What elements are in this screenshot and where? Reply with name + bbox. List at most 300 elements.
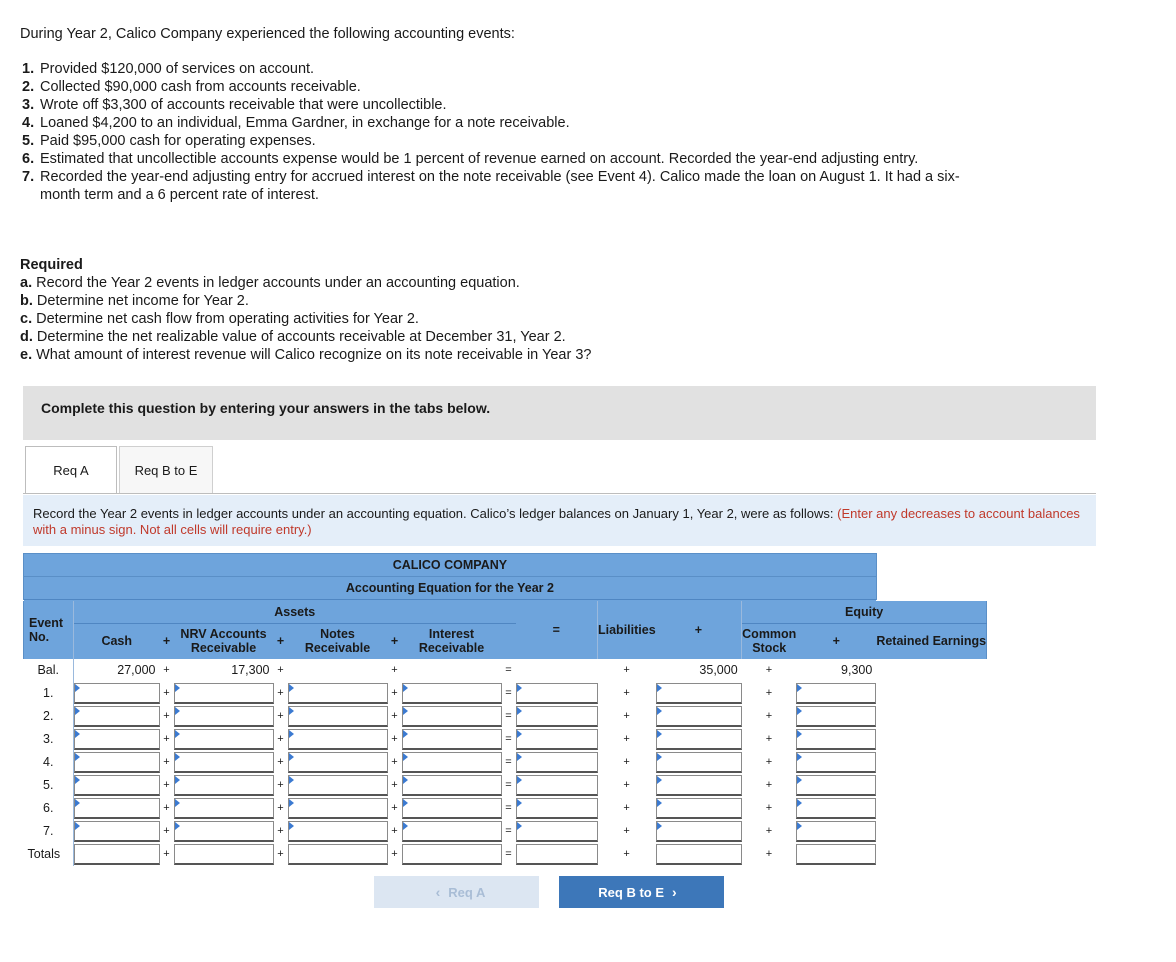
cell-flag-icon bbox=[797, 799, 802, 807]
cell-flag-icon bbox=[75, 730, 80, 738]
row-label: 7. bbox=[24, 820, 74, 843]
plus-sign: + bbox=[163, 733, 170, 745]
plus-sign: + bbox=[765, 664, 773, 676]
required-item bbox=[20, 274, 591, 292]
plus-sign: + bbox=[277, 848, 284, 860]
cell-flag-icon bbox=[517, 707, 522, 715]
cell-flag-icon bbox=[175, 799, 180, 807]
cell-flag-icon bbox=[517, 799, 522, 807]
notes-input-box[interactable] bbox=[288, 752, 388, 773]
cell-flag-icon bbox=[403, 753, 408, 761]
cell-flag-icon bbox=[403, 684, 408, 692]
common-input[interactable] bbox=[656, 820, 742, 843]
required-heading: Required bbox=[20, 257, 83, 273]
prev-req-a-button[interactable] bbox=[374, 876, 539, 908]
cell-flag-icon bbox=[175, 822, 180, 830]
liabilities-input-box[interactable] bbox=[516, 821, 598, 842]
cash-input-box[interactable] bbox=[74, 752, 160, 773]
required-text: Determine the net realizable value of accounts receivable at December 31, Year 2. bbox=[36, 329, 566, 345]
liabilities-input-box[interactable] bbox=[516, 706, 598, 727]
nrv-input[interactable] bbox=[174, 797, 274, 820]
cell-flag-icon bbox=[797, 776, 802, 784]
event-text: Loaned $4,200 to an individual, Emma Gardner, in exchange for a note receivable. bbox=[40, 115, 570, 131]
equity-header: Equity bbox=[742, 601, 987, 624]
events-list bbox=[22, 60, 972, 204]
nrv-input-box[interactable] bbox=[174, 821, 274, 842]
retained-input[interactable] bbox=[796, 797, 876, 820]
event-row bbox=[24, 728, 987, 751]
retained-input[interactable] bbox=[796, 751, 876, 774]
plus-sign: + bbox=[623, 710, 630, 722]
interest-input-box[interactable] bbox=[402, 844, 502, 865]
required-text: What amount of interest revenue will Calico recognize on its note receivable in Year 3? bbox=[36, 347, 592, 363]
cell-flag-icon bbox=[517, 776, 522, 784]
plus-sign: + bbox=[163, 825, 170, 837]
common-input-box[interactable] bbox=[656, 844, 742, 865]
row-label: Totals bbox=[24, 843, 74, 866]
cash-input[interactable] bbox=[74, 705, 160, 728]
interest-input-box[interactable] bbox=[402, 775, 502, 796]
liabilities-balance bbox=[516, 659, 598, 682]
liabilities-input-box[interactable] bbox=[516, 844, 598, 865]
retained-input[interactable] bbox=[796, 728, 876, 751]
cell-flag-icon bbox=[289, 776, 294, 784]
next-button-label: Req B to E bbox=[598, 884, 665, 900]
common-input-box[interactable] bbox=[656, 706, 742, 727]
notes-input[interactable] bbox=[288, 682, 388, 705]
notes-input-box[interactable] bbox=[288, 798, 388, 819]
cash-input-box[interactable] bbox=[74, 775, 160, 796]
tab-bar bbox=[25, 446, 213, 494]
plus-sign: + bbox=[277, 779, 284, 791]
equals-sign: = bbox=[505, 733, 512, 745]
plus-sign: + bbox=[274, 624, 288, 659]
cell-flag-icon bbox=[657, 822, 662, 830]
row-label: 6. bbox=[24, 797, 74, 820]
plus-sign: + bbox=[623, 756, 630, 768]
tab-divider bbox=[23, 493, 1096, 494]
event-item bbox=[22, 150, 972, 168]
nrv-input[interactable] bbox=[174, 820, 274, 843]
common-input[interactable] bbox=[656, 728, 742, 751]
event-number: 3. bbox=[22, 97, 35, 113]
interest-receivable-header: Interest Receivable bbox=[402, 624, 502, 659]
cell-flag-icon bbox=[289, 799, 294, 807]
liabilities-input-box[interactable] bbox=[516, 752, 598, 773]
liabilities-input-box[interactable] bbox=[516, 683, 598, 704]
equals-sign: = bbox=[505, 779, 512, 791]
required-item bbox=[20, 292, 591, 310]
notes-input-box[interactable] bbox=[288, 821, 388, 842]
plus-sign: + bbox=[388, 624, 402, 659]
liabilities-input-box[interactable] bbox=[516, 729, 598, 750]
nrv-input-box[interactable] bbox=[174, 729, 274, 750]
event-row bbox=[24, 751, 987, 774]
plus-sign: + bbox=[765, 825, 773, 837]
nrv-input[interactable] bbox=[174, 751, 274, 774]
liabilities-input-box[interactable] bbox=[516, 775, 598, 796]
plus-sign: + bbox=[160, 624, 174, 659]
nrv-input-box[interactable] bbox=[174, 775, 274, 796]
event-row bbox=[24, 820, 987, 843]
cell-flag-icon bbox=[75, 799, 80, 807]
plus-sign: + bbox=[656, 601, 742, 659]
cell-flag-icon bbox=[797, 730, 802, 738]
retained-input-box[interactable] bbox=[796, 821, 876, 842]
event-text: Recorded the year-end adjusting entry for accrued interest on the note receivable (see Event 4). Calico made the loan on August 1. It had a six-month term and a 6 percent rate of interest. bbox=[40, 169, 960, 203]
plus-sign: + bbox=[391, 733, 398, 745]
event-number: 1. bbox=[22, 61, 35, 77]
interest-input[interactable] bbox=[402, 774, 502, 797]
nrv-header: NRV Accounts Receivable bbox=[174, 624, 274, 659]
cell-flag-icon bbox=[175, 730, 180, 738]
event-text: Paid $95,000 cash for operating expenses. bbox=[40, 133, 316, 149]
event-item bbox=[22, 132, 972, 150]
required-text: Determine net cash flow from operating activities for Year 2. bbox=[36, 311, 419, 327]
event-row bbox=[24, 705, 987, 728]
plus-sign bbox=[502, 624, 516, 659]
cell-flag-icon bbox=[517, 822, 522, 830]
common-input[interactable] bbox=[656, 682, 742, 705]
cell-flag-icon bbox=[289, 684, 294, 692]
tab-req-b-to-e[interactable]: Req B to E bbox=[119, 446, 213, 493]
liabilities-input[interactable] bbox=[516, 728, 598, 751]
nrv-input-box[interactable] bbox=[174, 844, 274, 865]
plus-sign: + bbox=[391, 802, 398, 814]
common-input-box[interactable] bbox=[656, 752, 742, 773]
required-section bbox=[20, 256, 591, 364]
cash-input-box[interactable] bbox=[74, 706, 160, 727]
cell-flag-icon bbox=[517, 730, 522, 738]
interest-input-box[interactable] bbox=[402, 752, 502, 773]
retained-input[interactable] bbox=[796, 682, 876, 705]
cell-flag-icon bbox=[75, 753, 80, 761]
common-input-box[interactable] bbox=[656, 683, 742, 704]
required-letter: a. bbox=[20, 275, 33, 291]
event-row bbox=[24, 797, 987, 820]
common-input[interactable] bbox=[656, 843, 742, 866]
retained-input-box[interactable] bbox=[796, 752, 876, 773]
plus-sign: + bbox=[796, 624, 876, 659]
retained-input-box[interactable] bbox=[796, 844, 876, 865]
liabilities-input[interactable] bbox=[516, 774, 598, 797]
cell-flag-icon bbox=[657, 799, 662, 807]
instructions-note: (Enter any decreases to account balances with a minus sign. Not all cells will require entry.) bbox=[33, 506, 1080, 537]
cell-flag-icon bbox=[289, 730, 294, 738]
event-number: 5. bbox=[22, 133, 35, 149]
liabilities-input[interactable] bbox=[516, 820, 598, 843]
event-no-header: Event No. bbox=[24, 601, 74, 659]
event-item bbox=[22, 78, 972, 96]
notes-receivable-header: Notes Receivable bbox=[288, 624, 388, 659]
liabilities-input[interactable] bbox=[516, 751, 598, 774]
plus-sign: + bbox=[391, 756, 398, 768]
cash-input-box[interactable] bbox=[74, 798, 160, 819]
plus-sign: + bbox=[391, 848, 398, 860]
nrv-input[interactable] bbox=[174, 728, 274, 751]
tab-req-a[interactable]: Req A bbox=[25, 446, 117, 494]
plus-sign: + bbox=[277, 756, 284, 768]
cash-input[interactable] bbox=[74, 843, 160, 866]
row-label: Bal. bbox=[24, 659, 74, 682]
row-label: 4. bbox=[24, 751, 74, 774]
notes-input[interactable] bbox=[288, 774, 388, 797]
interest-input-box[interactable] bbox=[402, 706, 502, 727]
plus-sign: + bbox=[391, 687, 398, 699]
retained-earnings-header: Retained Earnings bbox=[876, 624, 986, 659]
plus-sign: + bbox=[163, 664, 170, 676]
cash-input[interactable] bbox=[74, 774, 160, 797]
notes-input[interactable] bbox=[288, 728, 388, 751]
nrv-input-box[interactable] bbox=[174, 798, 274, 819]
notes-balance bbox=[288, 659, 388, 682]
common-input[interactable] bbox=[656, 797, 742, 820]
cash-input[interactable] bbox=[74, 820, 160, 843]
cash-input[interactable] bbox=[74, 797, 160, 820]
liabilities-input-box[interactable] bbox=[516, 798, 598, 819]
plus-sign: + bbox=[277, 687, 284, 699]
plus-sign: + bbox=[391, 664, 398, 676]
liabilities-input[interactable] bbox=[516, 682, 598, 705]
interest-input[interactable] bbox=[402, 843, 502, 866]
cell-flag-icon bbox=[289, 707, 294, 715]
table-subtitle: Accounting Equation for the Year 2 bbox=[24, 577, 877, 600]
event-item bbox=[22, 96, 972, 114]
event-item bbox=[22, 114, 972, 132]
chevron-right-icon: › bbox=[672, 884, 677, 900]
required-text: Determine net income for Year 2. bbox=[36, 293, 249, 309]
cell-flag-icon bbox=[403, 799, 408, 807]
cell-flag-icon bbox=[289, 822, 294, 830]
nrv-balance: 17,300 bbox=[231, 663, 270, 677]
retained-input-box[interactable] bbox=[796, 683, 876, 704]
cash-balance: 27,000 bbox=[117, 663, 156, 677]
cell-flag-icon bbox=[175, 707, 180, 715]
row-label: 3. bbox=[24, 728, 74, 751]
event-text: Provided $120,000 of services on account. bbox=[40, 61, 315, 77]
cash-input[interactable] bbox=[74, 682, 160, 705]
plus-sign: + bbox=[163, 848, 170, 860]
row-label: 2. bbox=[24, 705, 74, 728]
common-input-box[interactable] bbox=[656, 729, 742, 750]
nrv-input[interactable] bbox=[174, 682, 274, 705]
cell-flag-icon bbox=[403, 822, 408, 830]
notes-input-box[interactable] bbox=[288, 729, 388, 750]
plus-sign: + bbox=[277, 733, 284, 745]
cell-flag-icon bbox=[289, 753, 294, 761]
cash-input[interactable] bbox=[74, 751, 160, 774]
common-input-box[interactable] bbox=[656, 798, 742, 819]
plus-sign: + bbox=[623, 825, 630, 837]
notes-input[interactable] bbox=[288, 843, 388, 866]
event-row bbox=[24, 682, 987, 705]
event-number: 4. bbox=[22, 115, 35, 131]
interest-input-box[interactable] bbox=[402, 683, 502, 704]
common-stock-balance: 35,000 bbox=[699, 663, 738, 677]
plus-sign: + bbox=[391, 825, 398, 837]
event-number: 6. bbox=[22, 151, 35, 167]
retained-input-box[interactable] bbox=[796, 729, 876, 750]
required-letter: b. bbox=[20, 293, 33, 309]
event-item bbox=[22, 60, 972, 78]
assets-header: Assets bbox=[74, 601, 516, 624]
cell-flag-icon bbox=[797, 684, 802, 692]
equals-sign: = bbox=[505, 802, 512, 814]
event-text: Collected $90,000 cash from accounts receivable. bbox=[40, 79, 361, 95]
cash-input-box[interactable] bbox=[74, 821, 160, 842]
equals-sign: = bbox=[505, 710, 512, 722]
tab-instructions bbox=[23, 495, 1096, 546]
plus-sign: + bbox=[277, 710, 284, 722]
interest-input[interactable] bbox=[402, 705, 502, 728]
cell-flag-icon bbox=[657, 776, 662, 784]
retained-input-box[interactable] bbox=[796, 706, 876, 727]
intro-text: During Year 2, Calico Company experienced the following accounting events: bbox=[20, 26, 515, 42]
cell-flag-icon bbox=[517, 753, 522, 761]
plus-sign: + bbox=[765, 733, 773, 745]
common-stock-header: Common Stock bbox=[742, 624, 797, 659]
plus-sign: + bbox=[765, 710, 773, 722]
plus-sign: + bbox=[765, 687, 773, 699]
common-input-box[interactable] bbox=[656, 821, 742, 842]
interest-input-box[interactable] bbox=[402, 821, 502, 842]
equals-sign: = bbox=[505, 756, 512, 768]
common-input[interactable] bbox=[656, 705, 742, 728]
notes-input-box[interactable] bbox=[288, 706, 388, 727]
retained-input[interactable] bbox=[796, 820, 876, 843]
cell-flag-icon bbox=[75, 707, 80, 715]
retained-input[interactable] bbox=[796, 705, 876, 728]
liabilities-input[interactable] bbox=[516, 797, 598, 820]
nrv-input[interactable] bbox=[174, 843, 274, 866]
interest-input[interactable] bbox=[402, 797, 502, 820]
nrv-input-box[interactable] bbox=[174, 683, 274, 704]
interest-input-box[interactable] bbox=[402, 798, 502, 819]
plus-sign: + bbox=[765, 802, 773, 814]
cash-input-box[interactable] bbox=[74, 844, 160, 865]
cell-flag-icon bbox=[75, 684, 80, 692]
cell-flag-icon bbox=[797, 753, 802, 761]
equation-rows bbox=[24, 659, 987, 866]
plus-sign: + bbox=[623, 802, 630, 814]
plus-sign: + bbox=[623, 687, 630, 699]
equals-sign: = bbox=[516, 601, 598, 659]
nrv-input[interactable] bbox=[174, 774, 274, 797]
notes-input[interactable] bbox=[288, 797, 388, 820]
liabilities-input[interactable] bbox=[516, 843, 598, 866]
plus-sign: + bbox=[765, 756, 773, 768]
interest-input[interactable] bbox=[402, 751, 502, 774]
notes-input[interactable] bbox=[288, 820, 388, 843]
plus-sign: + bbox=[163, 779, 170, 791]
notes-input-box[interactable] bbox=[288, 683, 388, 704]
retained-input-box[interactable] bbox=[796, 798, 876, 819]
plus-sign: + bbox=[765, 779, 773, 791]
plus-sign: + bbox=[623, 848, 630, 860]
common-input-box[interactable] bbox=[656, 775, 742, 796]
cash-header: Cash bbox=[74, 624, 160, 659]
cash-input-box[interactable] bbox=[74, 729, 160, 750]
required-letter: c. bbox=[20, 311, 33, 327]
cell-flag-icon bbox=[657, 730, 662, 738]
instructions-banner: Complete this question by entering your answers in the tabs below. bbox=[23, 386, 1096, 440]
chevron-left-icon: ‹ bbox=[435, 884, 441, 900]
event-text: Estimated that uncollectible accounts expense would be 1 percent of revenue earned on account. Recorded the year-end adjusting entry. bbox=[40, 151, 919, 167]
interest-input[interactable] bbox=[402, 728, 502, 751]
plus-sign: + bbox=[277, 802, 284, 814]
retained-input-box[interactable] bbox=[796, 775, 876, 796]
cell-flag-icon bbox=[175, 753, 180, 761]
plus-sign: + bbox=[163, 802, 170, 814]
cash-input[interactable] bbox=[74, 728, 160, 751]
cell-flag-icon bbox=[657, 707, 662, 715]
event-number: 7. bbox=[22, 169, 35, 185]
nrv-input-box[interactable] bbox=[174, 706, 274, 727]
notes-input[interactable] bbox=[288, 751, 388, 774]
accounting-equation-table bbox=[23, 553, 987, 866]
cell-flag-icon bbox=[75, 822, 80, 830]
plus-sign: + bbox=[623, 733, 630, 745]
event-number: 2. bbox=[22, 79, 35, 95]
event-item bbox=[22, 168, 972, 204]
cell-flag-icon bbox=[657, 753, 662, 761]
cell-flag-icon bbox=[657, 684, 662, 692]
plus-sign: + bbox=[277, 664, 284, 676]
cell-flag-icon bbox=[175, 776, 180, 784]
required-letter: d. bbox=[20, 329, 33, 345]
plus-sign: + bbox=[623, 664, 630, 676]
notes-input[interactable] bbox=[288, 705, 388, 728]
interest-input[interactable] bbox=[402, 682, 502, 705]
nrv-input[interactable] bbox=[174, 705, 274, 728]
event-text: Wrote off $3,300 of accounts receivable that were uncollectible. bbox=[40, 97, 447, 113]
plus-sign: + bbox=[765, 848, 773, 860]
totals-row bbox=[24, 843, 987, 866]
common-input[interactable] bbox=[656, 751, 742, 774]
notes-input-box[interactable] bbox=[288, 844, 388, 865]
plus-sign: + bbox=[163, 710, 170, 722]
instructions-main: Record the Year 2 events in ledger accounts under an accounting equation. Calico’s ledger balances on January 1, Year 2, were as follows: bbox=[33, 506, 838, 521]
plus-sign: + bbox=[623, 779, 630, 791]
event-row bbox=[24, 774, 987, 797]
nrv-input-box[interactable] bbox=[174, 752, 274, 773]
equals-sign: = bbox=[505, 825, 512, 837]
liabilities-input[interactable] bbox=[516, 705, 598, 728]
equals-sign: = bbox=[505, 848, 512, 860]
retained-input[interactable] bbox=[796, 843, 876, 866]
interest-input[interactable] bbox=[402, 820, 502, 843]
cash-input-box[interactable] bbox=[74, 683, 160, 704]
notes-input-box[interactable] bbox=[288, 775, 388, 796]
row-label: 5. bbox=[24, 774, 74, 797]
cell-flag-icon bbox=[403, 776, 408, 784]
common-input[interactable] bbox=[656, 774, 742, 797]
interest-input-box[interactable] bbox=[402, 729, 502, 750]
cell-flag-icon bbox=[175, 684, 180, 692]
required-item bbox=[20, 346, 591, 364]
retained-input[interactable] bbox=[796, 774, 876, 797]
retained-earnings-balance: 9,300 bbox=[841, 663, 873, 677]
required-item bbox=[20, 310, 591, 328]
plus-sign: + bbox=[163, 687, 170, 699]
cell-flag-icon bbox=[517, 684, 522, 692]
cell-flag-icon bbox=[403, 730, 408, 738]
balance-row bbox=[24, 659, 987, 682]
row-label: 1. bbox=[24, 682, 74, 705]
next-req-b-to-e-button[interactable] bbox=[559, 876, 724, 908]
equals-sign: = bbox=[505, 664, 512, 676]
plus-sign: + bbox=[277, 825, 284, 837]
